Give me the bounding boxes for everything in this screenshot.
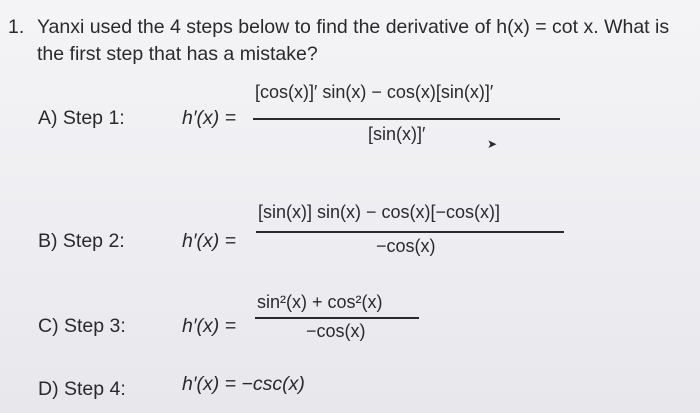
mouse-cursor-icon: ➤ — [487, 137, 498, 151]
option-a-numerator: [cos(x)]′ sin(x) − cos(x)[sin(x)]′ — [255, 82, 494, 102]
option-c-denominator: −cos(x) — [306, 321, 366, 341]
option-a-lhs: h′(x) = — [182, 107, 237, 129]
option-b-denominator: −cos(x) — [376, 236, 436, 256]
question-line-2: the first step that has a mistake? — [37, 43, 318, 65]
option-c-fraction-bar — [255, 317, 419, 319]
option-c-numerator: sin²(x) + cos²(x) — [257, 292, 383, 312]
option-c-lhs: h′(x) = — [182, 315, 237, 337]
option-b-lhs: h′(x) = — [182, 230, 237, 252]
question-number: 1. — [8, 16, 25, 38]
option-b-label: B) Step 2: — [38, 230, 125, 252]
option-b-fraction-bar — [256, 231, 564, 233]
option-a[interactable] — [0, 80, 700, 160]
option-c[interactable] — [0, 283, 700, 353]
option-a-label: A) Step 1: — [38, 107, 125, 129]
option-d-label: D) Step 4: — [38, 378, 126, 400]
option-b-numerator: [sin(x)] sin(x) − cos(x)[−cos(x)] — [258, 202, 501, 222]
option-a-fraction-bar — [253, 118, 560, 120]
option-c-label: C) Step 3: — [38, 315, 126, 337]
option-a-denominator: [sin(x)]′ — [368, 124, 426, 144]
option-d[interactable] — [0, 364, 700, 404]
option-d-expression: h′(x) = −csc(x) — [182, 373, 305, 395]
option-b[interactable] — [0, 195, 700, 265]
question-line-1: Yanxi used the 4 steps below to find the derivative of h(x) = cot x. What is — [37, 16, 670, 38]
